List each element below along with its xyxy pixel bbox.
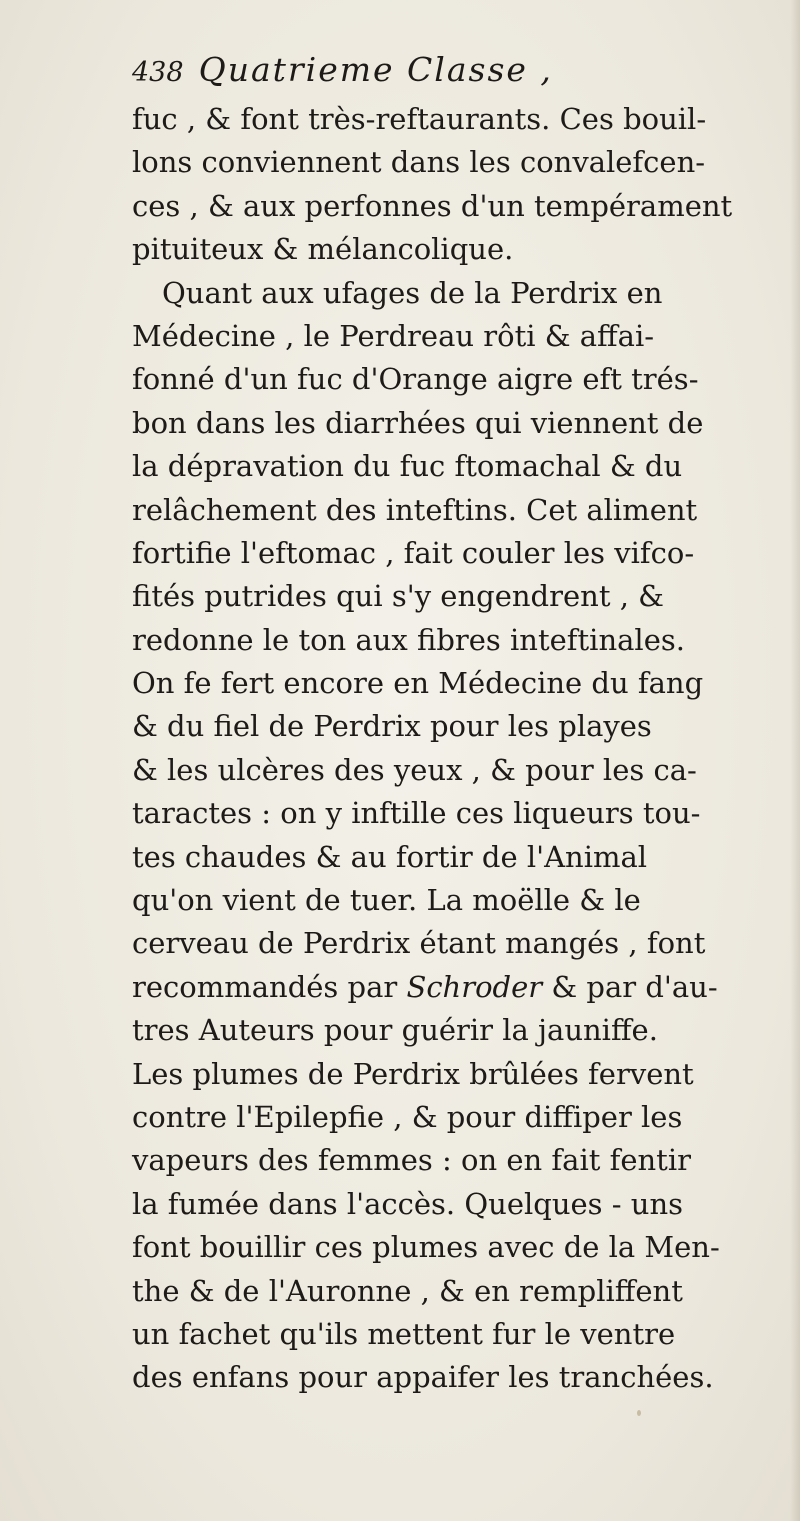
text-line: tes chaudes & au fortir de l'Animal [132,839,648,874]
text-line: the & de l'Auronne , & en rempliffent [132,1273,683,1308]
text-line: la dépravation du fuc ftomachal & du [132,449,683,484]
text-line: cerveau de Perdrix étant mangés , font [132,926,706,961]
text-line: & du fiel de Perdrix pour les playes [132,709,652,744]
text-line: Les plumes de Perdrix brûlées fervent [132,1056,694,1091]
text-line: font bouillir ces plumes avec de la Men- [132,1230,720,1265]
running-title: Quatrieme Classe , [198,50,553,89]
text-line: contre l'Epilepfie , & pour diffiper les [132,1099,683,1134]
text-line: Médecine , le Perdreau rôti & affai- [132,318,655,353]
text-line: vapeurs des femmes : on en fait fentir [132,1143,691,1178]
text-line: fortifie l'eftomac , fait couler les vifco- [132,535,695,570]
paragraph-start-line: Quant aux ufages de la Perdrix en [162,275,663,310]
text-line: qu'on vient de tuer. La moëlle & le [132,883,641,918]
text-line: lons conviennent dans les convalefcen- [132,145,706,180]
author-name: Schroder [406,969,543,1004]
page-edge-shadow [790,0,800,1521]
text-line: fonné d'un fuc d'Orange aigre eft trés- [132,362,699,397]
text-line: la fumée dans l'accès. Quelques - uns [132,1186,684,1221]
running-header [132,50,732,98]
text-line: taractes : on y inftille ces liqueurs tou- [132,796,701,831]
text-line: ces , & aux perfonnes d'un tempérament [132,188,733,223]
text-line: fuc , & font très-reftaurants. Ces bouil- [132,102,707,136]
paper-speck [637,1410,641,1416]
text-line: recommandés par Schroder & par d'au- [132,969,718,1004]
text-line: & les ulcères des yeux , & pour les ca- [132,752,697,787]
text-line: bon dans les diarrhées qui viennent de [132,405,704,440]
text-line: tres Auteurs pour guérir la jauniffe. [132,1013,658,1048]
text-line: relâchement des inteftins. Cet aliment [132,492,698,527]
page-body-text [132,98,772,1400]
text-line: des enfans pour appaifer les tranchées. [132,1360,714,1395]
page-number: 438 [132,57,184,88]
text-line: On fe fert encore en Médecine du fang [132,666,704,701]
text-line: redonne le ton aux fibres inteftinales. [132,622,685,657]
text-line: pituiteux & mélancolique. [132,232,514,267]
text-line: un fachet qu'ils mettent fur le ventre [132,1316,676,1351]
text-line: fités putrides qui s'y engendrent , & [132,579,664,614]
